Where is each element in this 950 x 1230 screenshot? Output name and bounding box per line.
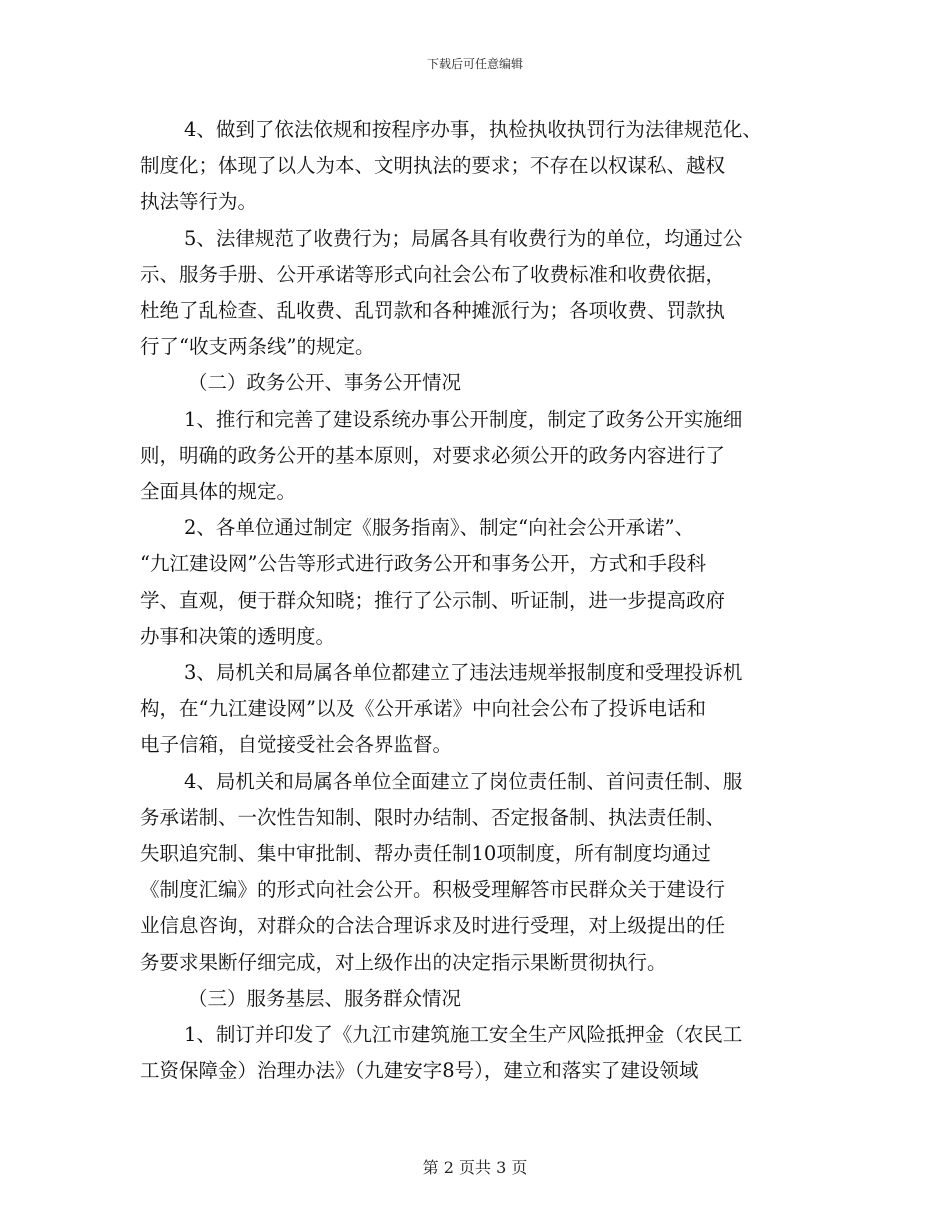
text-line: 办事和决策的透明度。: [140, 624, 336, 648]
text-line: 失职追究制、集中审批制、帮办责任制10项制度，所有制度均通过: [140, 842, 711, 866]
text-line: 杜绝了乱检查、乱收费、乱罚款和各种摊派行为；各项收费、罚款执: [140, 299, 726, 323]
text-line: 构，在“九江建设网”以及《公开承诺》中向社会公布了投诉电话和: [140, 697, 706, 721]
text-line: 电子信箱，自觉接受社会各界监督。: [140, 733, 453, 757]
text-line: 3、局机关和局属各单位都建立了违法违规举报制度和受理投诉机: [184, 661, 743, 685]
text-line: 务承诺制、一次性告知制、限时办结制、否定报备制、执法责任制、: [140, 805, 726, 829]
body-text: [140, 112, 820, 1089]
text-line: 1、制订并印发了《九江市建筑施工安全生产风险抵押金（农民工: [184, 1023, 743, 1047]
text-line: “九江建设网”公告等形式进行政务公开和事务公开，方式和手段科: [140, 552, 706, 576]
page-header: 下载后可任意编辑: [426, 57, 523, 71]
text-line: 《制度汇编》的形式向社会公开。积极受理解答市民群众关于建设行: [140, 878, 726, 902]
text-line: 2、各单位通过制定《服务指南》、制定“向社会公开承诺”、: [184, 516, 695, 540]
text-line: （三）服务基层、服务群众情况: [188, 986, 462, 1010]
text-line: 执法等行为。: [140, 190, 258, 214]
text-line: 业信息咨询，对群众的合法合理诉求及时进行受理，对上级提出的任: [140, 914, 726, 938]
text-line: 学、直观，便于群众知晓；推行了公示制、听证制，进一步提高政府: [140, 588, 726, 612]
text-line: 务要求果断仔细完成，对上级作出的决定指示果断贯彻执行。: [140, 950, 667, 974]
text-line: 制度化；体现了以人为本、文明执法的要求；不存在以权谋私、越权: [140, 154, 726, 178]
document-body: [140, 112, 820, 1089]
text-line: 示、服务手册、公开承诺等形式向社会公布了收费标准和收费依据，: [140, 262, 726, 286]
text-line: 4、局机关和局属各单位全面建立了岗位责任制、首问责任制、服: [184, 769, 743, 793]
text-line: 则，明确的政务公开的基本原则，对要求必须公开的政务内容进行了: [140, 443, 726, 467]
text-line: （二）政务公开、事务公开情况: [188, 371, 462, 395]
text-line: 1、推行和完善了建设系统办事公开制度，制定了政务公开实施细: [184, 407, 743, 431]
text-line: 4、做到了依法依规和按程序办事，执检执收执罚行为法律规范化、: [184, 118, 762, 141]
text-line: 5、法律规范了收费行为；局属各具有收费行为的单位，均通过公: [184, 226, 743, 250]
text-line: 全面具体的规定。: [140, 480, 297, 504]
text-line: 工资保障金）治理办法》（九建安字8号），建立和落实了建设领域: [140, 1059, 699, 1083]
page-footer: 第 2 页共 3 页: [422, 1158, 528, 1177]
text-line: 行了“收支两条线”的规定。: [140, 335, 375, 359]
